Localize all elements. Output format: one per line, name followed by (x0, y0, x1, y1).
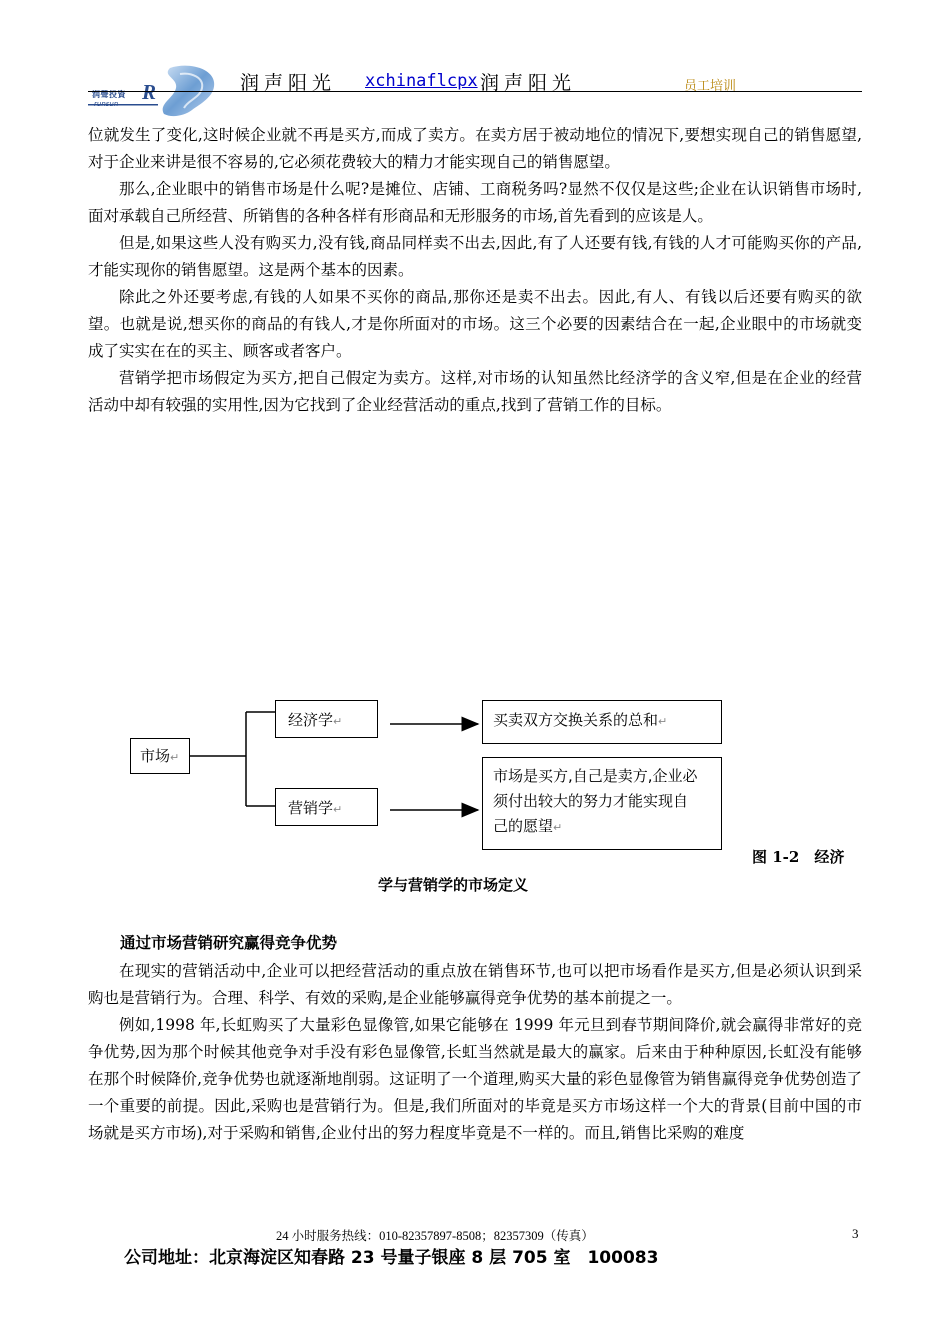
diagram-root-box (130, 738, 190, 774)
header-tag: 员工培训 (684, 79, 737, 94)
body-text-bottom (88, 958, 862, 1147)
company-address: 公司地址：北京海淀区知春路 23 号量子银座 8 层 705 室 100083 (124, 1248, 659, 1268)
diagram-marketing-box (275, 788, 378, 826)
paragraph: 除此之外还要考虑,有钱的人如果不买你的商品,那你还是卖不出去。因此,有人、有钱以后还要有购买的欲望。也就是说,想买你的商品的有钱人,才是你所面对的市场。这三个必要的因素结合在一起,企业眼中的市场就变成了实实在在的买主、顾客或者客户。 (88, 288, 862, 360)
paragraph: 位就发生了变化,这时候企业就不再是买方,而成了卖方。在卖方居于被动地位的情况下,要想实现自己的销售愿望,对于企业来讲是很不容易的,它必须花费较大的精力才能实现自己的销售愿望。 (88, 126, 862, 171)
logo-mark: R (142, 80, 157, 104)
paragraph: 那么,企业眼中的销售市场是什么呢?是摊位、店铺、工商税务吗?显然不仅仅是这些;企业在认识销售市场时,面对承载自己所经营、所销售的各种各样有形商品和无形服务的市场,首先看到的应该是人。 (88, 180, 862, 225)
diagram-marketing-label: 营销学↵ (288, 799, 343, 817)
header-title-right: 润声阳光 (480, 72, 577, 94)
logo-chinese-name: 润聲投資 (92, 90, 126, 99)
page-number: 3 (852, 1226, 859, 1241)
paragraph: 营销学把市场假定为买方,把自己假定为卖方。这样,对市场的认知虽然比经济学的含义窄,但是在企业的经营活动中却有较强的实用性,因为它找到了企业经营活动的重点,找到了营销工作的目标。 (88, 369, 862, 414)
header-title-left: 润声阳光 (240, 72, 337, 94)
paragraph: 但是,如果这些人没有购买力,没有钱,商品同样卖不出去,因此,有了人还要有钱,有钱的人才可能购买你的产品,才能实现你的销售愿望。这是两个基本的因素。 (88, 234, 862, 279)
section-heading: 通过市场营销研究赢得竞争优势 (120, 933, 338, 952)
diagram-root-label: 市场↵ (140, 747, 180, 765)
figure-caption-part1: 图 1-2 经济 (752, 848, 845, 866)
diagram-economics-label: 经济学↵ (288, 711, 343, 729)
diagram-economics-box (275, 700, 378, 738)
diagram-result-line: 己的愿望↵ (493, 817, 563, 835)
diagram-result-line: 须付出较大的努力才能实现自 (493, 792, 689, 810)
footer-hotline: 24 小时服务热线：010-82357897-8508；82357309（传真） (276, 1229, 594, 1243)
figure-caption-part2: 学与营销学的市场定义 (378, 876, 529, 894)
header-link[interactable]: xchinaflcpx (365, 71, 478, 91)
logo-english-name: runsun (94, 100, 119, 108)
paragraph: 例如,1998 年,长虹购买了大量彩色显像管,如果它能够在 1999 年元旦到春节期间降价,就会赢得非常好的竞争优势,因为那个时候其他竞争对手没有彩色显像管,长虹当然就是最大的赢家。后来由于种种原因,长虹没有能够在那个时候降价,竞争优势也就逐渐地削弱。这证明了一个道理,购买大量的彩色显像管为销售赢得竞争优势创造了一个重要的前提。因此,采购也是营销行为。但是,我们所面对的毕竟是买方市场这样一个大的背景(目前中国的市场就是买方市场),对于采购和销售,企业付出的努力程度毕竟是不一样的。而且,销售比采购的难度 (88, 1016, 862, 1142)
diagram-economics-result-text: 买卖双方交换关系的总和↵ (493, 711, 668, 729)
diagram-result-line: 市场是买方,自己是卖方,企业必 (493, 767, 698, 785)
diagram-marketing-result (482, 757, 722, 850)
paragraph: 在现实的营销活动中,企业可以把经营活动的重点放在销售环节,也可以把市场看作是买方,但是必须认识到采购也是营销行为。合理、科学、有效的采购,是企业能够赢得竞争优势的基本前提之一。 (88, 962, 862, 1007)
diagram-economics-result (482, 700, 722, 744)
